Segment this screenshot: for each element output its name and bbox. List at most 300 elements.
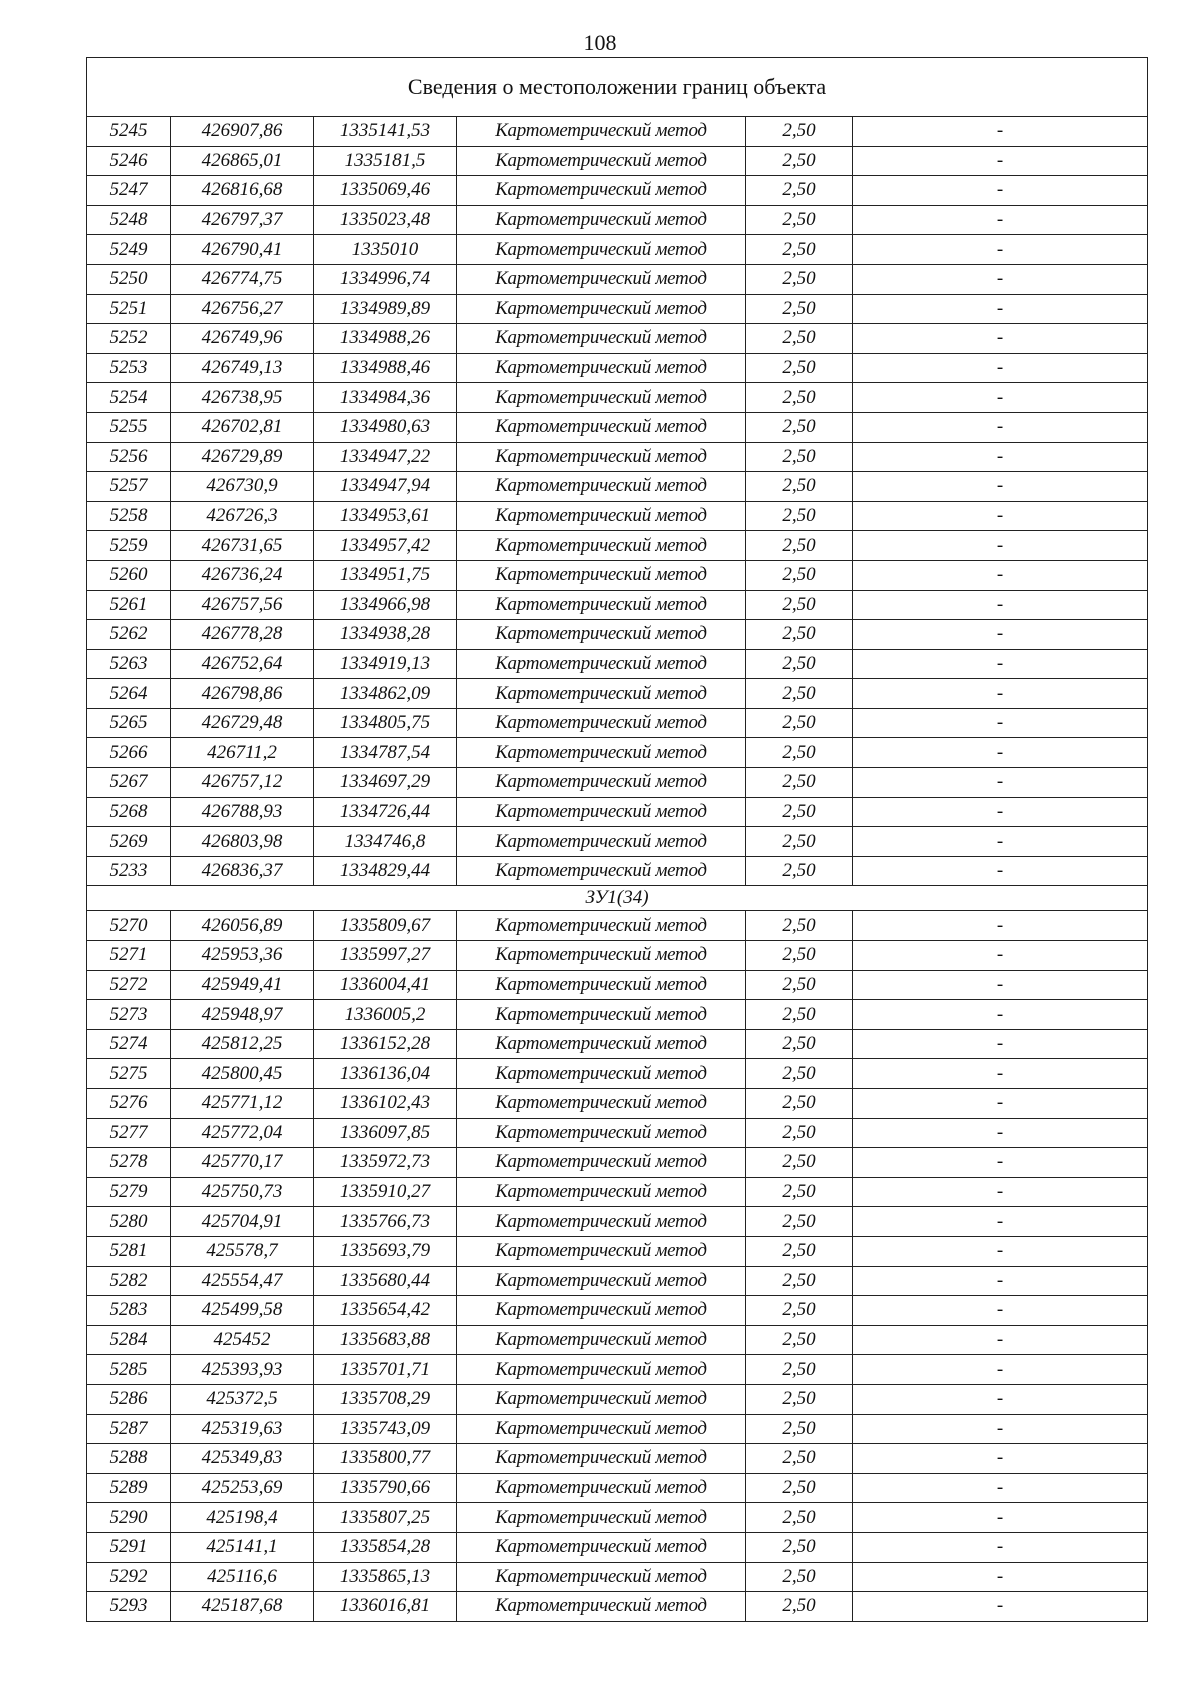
- accuracy-cell: 2,50: [746, 1503, 853, 1533]
- method-cell: Картометрический метод: [457, 1236, 746, 1266]
- table-row: [87, 501, 1148, 531]
- y-coordinate-cell: 1334697,29: [314, 768, 457, 798]
- table-row: [87, 176, 1148, 206]
- y-coordinate-cell: 1334746,8: [314, 827, 457, 857]
- description-cell: -: [853, 827, 1148, 857]
- x-coordinate-cell: 426907,86: [171, 117, 314, 147]
- y-coordinate-cell: 1335800,77: [314, 1444, 457, 1474]
- x-coordinate-cell: 426774,75: [171, 264, 314, 294]
- y-coordinate-cell: 1335790,66: [314, 1473, 457, 1503]
- point-number-cell: 5270: [87, 911, 171, 941]
- table-row: [87, 827, 1148, 857]
- accuracy-cell: 2,50: [746, 911, 853, 941]
- description-cell: -: [853, 117, 1148, 147]
- accuracy-cell: 2,50: [746, 1148, 853, 1178]
- accuracy-cell: 2,50: [746, 531, 853, 561]
- x-coordinate-cell: 426711,2: [171, 738, 314, 768]
- table-row: [87, 560, 1148, 590]
- x-coordinate-cell: 426757,56: [171, 590, 314, 620]
- description-cell: -: [853, 856, 1148, 886]
- y-coordinate-cell: 1335708,29: [314, 1384, 457, 1414]
- description-cell: -: [853, 1444, 1148, 1474]
- description-cell: -: [853, 911, 1148, 941]
- table-row: [87, 1355, 1148, 1385]
- description-cell: -: [853, 1414, 1148, 1444]
- accuracy-cell: 2,50: [746, 353, 853, 383]
- x-coordinate-cell: 425349,83: [171, 1444, 314, 1474]
- table-row: [87, 1207, 1148, 1237]
- accuracy-cell: 2,50: [746, 708, 853, 738]
- method-cell: Картометрический метод: [457, 353, 746, 383]
- x-coordinate-cell: 426056,89: [171, 911, 314, 941]
- x-coordinate-cell: 425772,04: [171, 1118, 314, 1148]
- method-cell: Картометрический метод: [457, 970, 746, 1000]
- accuracy-cell: 2,50: [746, 1059, 853, 1089]
- point-number-cell: 5256: [87, 442, 171, 472]
- method-cell: Картометрический метод: [457, 294, 746, 324]
- description-cell: -: [853, 1592, 1148, 1622]
- point-number-cell: 5285: [87, 1355, 171, 1385]
- y-coordinate-cell: 1334988,46: [314, 353, 457, 383]
- y-coordinate-cell: 1335865,13: [314, 1562, 457, 1592]
- point-number-cell: 5281: [87, 1236, 171, 1266]
- description-cell: -: [853, 412, 1148, 442]
- table-row: [87, 1444, 1148, 1474]
- method-cell: Картометрический метод: [457, 1148, 746, 1178]
- y-coordinate-cell: 1334829,44: [314, 856, 457, 886]
- method-cell: Картометрический метод: [457, 797, 746, 827]
- point-number-cell: 5271: [87, 941, 171, 971]
- point-number-cell: 5267: [87, 768, 171, 798]
- table-row: [87, 1592, 1148, 1622]
- accuracy-cell: 2,50: [746, 294, 853, 324]
- accuracy-cell: 2,50: [746, 1532, 853, 1562]
- x-coordinate-cell: 426749,13: [171, 353, 314, 383]
- accuracy-cell: 2,50: [746, 146, 853, 176]
- x-coordinate-cell: 425812,25: [171, 1029, 314, 1059]
- table-row: [87, 294, 1148, 324]
- table-row: [87, 1029, 1148, 1059]
- point-number-cell: 5273: [87, 1000, 171, 1030]
- x-coordinate-cell: 426749,96: [171, 324, 314, 354]
- method-cell: Картометрический метод: [457, 1118, 746, 1148]
- table-row: [87, 1473, 1148, 1503]
- table-row: [87, 472, 1148, 502]
- description-cell: -: [853, 1029, 1148, 1059]
- accuracy-cell: 2,50: [746, 442, 853, 472]
- table-row: [87, 679, 1148, 709]
- x-coordinate-cell: 425116,6: [171, 1562, 314, 1592]
- x-coordinate-cell: 425452: [171, 1325, 314, 1355]
- x-coordinate-cell: 425800,45: [171, 1059, 314, 1089]
- description-cell: -: [853, 1562, 1148, 1592]
- x-coordinate-cell: 426797,37: [171, 205, 314, 235]
- description-cell: -: [853, 1177, 1148, 1207]
- method-cell: Картометрический метод: [457, 1325, 746, 1355]
- point-number-cell: 5253: [87, 353, 171, 383]
- y-coordinate-cell: 1334862,09: [314, 679, 457, 709]
- accuracy-cell: 2,50: [746, 1029, 853, 1059]
- method-cell: Картометрический метод: [457, 1562, 746, 1592]
- table-row: [87, 1384, 1148, 1414]
- description-cell: -: [853, 1207, 1148, 1237]
- accuracy-cell: 2,50: [746, 560, 853, 590]
- accuracy-cell: 2,50: [746, 797, 853, 827]
- table-row: [87, 941, 1148, 971]
- method-cell: Картометрический метод: [457, 176, 746, 206]
- point-number-cell: 5272: [87, 970, 171, 1000]
- point-number-cell: 5278: [87, 1148, 171, 1178]
- table-row: [87, 708, 1148, 738]
- accuracy-cell: 2,50: [746, 649, 853, 679]
- x-coordinate-cell: 425372,5: [171, 1384, 314, 1414]
- accuracy-cell: 2,50: [746, 1177, 853, 1207]
- method-cell: Картометрический метод: [457, 205, 746, 235]
- y-coordinate-cell: 1334947,94: [314, 472, 457, 502]
- accuracy-cell: 2,50: [746, 1207, 853, 1237]
- x-coordinate-cell: 425771,12: [171, 1089, 314, 1119]
- x-coordinate-cell: 426816,68: [171, 176, 314, 206]
- accuracy-cell: 2,50: [746, 1118, 853, 1148]
- x-coordinate-cell: 426729,89: [171, 442, 314, 472]
- accuracy-cell: 2,50: [746, 1444, 853, 1474]
- table-row: [87, 1177, 1148, 1207]
- accuracy-cell: 2,50: [746, 501, 853, 531]
- y-coordinate-cell: 1335910,27: [314, 1177, 457, 1207]
- point-number-cell: 5263: [87, 649, 171, 679]
- description-cell: -: [853, 353, 1148, 383]
- method-cell: Картометрический метод: [457, 1532, 746, 1562]
- accuracy-cell: 2,50: [746, 1236, 853, 1266]
- method-cell: Картометрический метод: [457, 235, 746, 265]
- method-cell: Картометрический метод: [457, 1384, 746, 1414]
- description-cell: -: [853, 264, 1148, 294]
- page-number: 108: [583, 30, 617, 55]
- description-cell: -: [853, 1473, 1148, 1503]
- x-coordinate-cell: 425750,73: [171, 1177, 314, 1207]
- table-row: [87, 1296, 1148, 1326]
- y-coordinate-cell: 1335809,67: [314, 911, 457, 941]
- x-coordinate-cell: 425948,97: [171, 1000, 314, 1030]
- table-row: [87, 117, 1148, 147]
- method-cell: Картометрический метод: [457, 1355, 746, 1385]
- y-coordinate-cell: 1335654,42: [314, 1296, 457, 1326]
- table-row: [87, 264, 1148, 294]
- point-number-cell: 5288: [87, 1444, 171, 1474]
- table-row: [87, 442, 1148, 472]
- description-cell: -: [853, 941, 1148, 971]
- description-cell: -: [853, 294, 1148, 324]
- method-cell: Картометрический метод: [457, 1444, 746, 1474]
- x-coordinate-cell: 426757,12: [171, 768, 314, 798]
- accuracy-cell: 2,50: [746, 738, 853, 768]
- table-row: [87, 797, 1148, 827]
- point-number-cell: 5292: [87, 1562, 171, 1592]
- point-number-cell: 5265: [87, 708, 171, 738]
- table-row: [87, 856, 1148, 886]
- table-row: [87, 205, 1148, 235]
- x-coordinate-cell: 425949,41: [171, 970, 314, 1000]
- point-number-cell: 5257: [87, 472, 171, 502]
- accuracy-cell: 2,50: [746, 1089, 853, 1119]
- accuracy-cell: 2,50: [746, 205, 853, 235]
- description-cell: -: [853, 235, 1148, 265]
- accuracy-cell: 2,50: [746, 679, 853, 709]
- accuracy-cell: 2,50: [746, 590, 853, 620]
- accuracy-cell: 2,50: [746, 827, 853, 857]
- accuracy-cell: 2,50: [746, 941, 853, 971]
- y-coordinate-cell: 1335683,88: [314, 1325, 457, 1355]
- table-row: [87, 1236, 1148, 1266]
- description-cell: -: [853, 1355, 1148, 1385]
- method-cell: Картометрический метод: [457, 827, 746, 857]
- description-cell: -: [853, 1384, 1148, 1414]
- description-cell: -: [853, 205, 1148, 235]
- description-cell: -: [853, 1059, 1148, 1089]
- description-cell: -: [853, 970, 1148, 1000]
- y-coordinate-cell: 1334787,54: [314, 738, 457, 768]
- accuracy-cell: 2,50: [746, 856, 853, 886]
- method-cell: Картометрический метод: [457, 442, 746, 472]
- description-cell: -: [853, 679, 1148, 709]
- y-coordinate-cell: 1334805,75: [314, 708, 457, 738]
- y-coordinate-cell: 1334951,75: [314, 560, 457, 590]
- method-cell: Картометрический метод: [457, 679, 746, 709]
- description-cell: -: [853, 1532, 1148, 1562]
- description-cell: -: [853, 1296, 1148, 1326]
- y-coordinate-cell: 1335766,73: [314, 1207, 457, 1237]
- point-number-cell: 5246: [87, 146, 171, 176]
- x-coordinate-cell: 426729,48: [171, 708, 314, 738]
- x-coordinate-cell: 426836,37: [171, 856, 314, 886]
- table-row: [87, 1414, 1148, 1444]
- point-number-cell: 5258: [87, 501, 171, 531]
- table-row: [87, 911, 1148, 941]
- description-cell: -: [853, 1148, 1148, 1178]
- point-number-cell: 5280: [87, 1207, 171, 1237]
- y-coordinate-cell: 1335023,48: [314, 205, 457, 235]
- description-cell: -: [853, 1118, 1148, 1148]
- method-cell: Картометрический метод: [457, 1266, 746, 1296]
- method-cell: Картометрический метод: [457, 560, 746, 590]
- description-cell: -: [853, 1000, 1148, 1030]
- y-coordinate-cell: 1335743,09: [314, 1414, 457, 1444]
- method-cell: Картометрический метод: [457, 412, 746, 442]
- method-cell: Картометрический метод: [457, 1503, 746, 1533]
- method-cell: Картометрический метод: [457, 856, 746, 886]
- accuracy-cell: 2,50: [746, 1592, 853, 1622]
- accuracy-cell: 2,50: [746, 1296, 853, 1326]
- table-row: [87, 324, 1148, 354]
- method-cell: Картометрический метод: [457, 590, 746, 620]
- table-row: [87, 1059, 1148, 1089]
- method-cell: Картометрический метод: [457, 1089, 746, 1119]
- point-number-cell: 5245: [87, 117, 171, 147]
- x-coordinate-cell: 426788,93: [171, 797, 314, 827]
- method-cell: Картометрический метод: [457, 941, 746, 971]
- point-number-cell: 5277: [87, 1118, 171, 1148]
- y-coordinate-cell: 1334947,22: [314, 442, 457, 472]
- y-coordinate-cell: 1335069,46: [314, 176, 457, 206]
- y-coordinate-cell: 1334938,28: [314, 620, 457, 650]
- point-number-cell: 5284: [87, 1325, 171, 1355]
- x-coordinate-cell: 426798,86: [171, 679, 314, 709]
- y-coordinate-cell: 1334984,36: [314, 383, 457, 413]
- description-cell: -: [853, 383, 1148, 413]
- boundary-coordinates-table: [86, 57, 1148, 1622]
- y-coordinate-cell: 1336136,04: [314, 1059, 457, 1089]
- accuracy-cell: 2,50: [746, 1000, 853, 1030]
- x-coordinate-cell: 425704,91: [171, 1207, 314, 1237]
- point-number-cell: 5262: [87, 620, 171, 650]
- x-coordinate-cell: 426736,24: [171, 560, 314, 590]
- x-coordinate-cell: 425198,4: [171, 1503, 314, 1533]
- x-coordinate-cell: 425499,58: [171, 1296, 314, 1326]
- point-number-cell: 5275: [87, 1059, 171, 1089]
- x-coordinate-cell: 425253,69: [171, 1473, 314, 1503]
- table-row: [87, 590, 1148, 620]
- accuracy-cell: 2,50: [746, 970, 853, 1000]
- method-cell: Картометрический метод: [457, 501, 746, 531]
- point-number-cell: 5266: [87, 738, 171, 768]
- accuracy-cell: 2,50: [746, 472, 853, 502]
- table-row: [87, 1118, 1148, 1148]
- method-cell: Картометрический метод: [457, 264, 746, 294]
- y-coordinate-cell: 1334996,74: [314, 264, 457, 294]
- point-number-cell: 5252: [87, 324, 171, 354]
- table-row: [87, 383, 1148, 413]
- point-number-cell: 5287: [87, 1414, 171, 1444]
- description-cell: -: [853, 1236, 1148, 1266]
- table-row: [87, 738, 1148, 768]
- table-row: [87, 1325, 1148, 1355]
- method-cell: Картометрический метод: [457, 117, 746, 147]
- point-number-cell: 5264: [87, 679, 171, 709]
- y-coordinate-cell: 1335181,5: [314, 146, 457, 176]
- description-cell: -: [853, 560, 1148, 590]
- x-coordinate-cell: 425141,1: [171, 1532, 314, 1562]
- y-coordinate-cell: 1335141,53: [314, 117, 457, 147]
- description-cell: -: [853, 472, 1148, 502]
- x-coordinate-cell: 426803,98: [171, 827, 314, 857]
- method-cell: Картометрический метод: [457, 738, 746, 768]
- accuracy-cell: 2,50: [746, 264, 853, 294]
- point-number-cell: 5248: [87, 205, 171, 235]
- y-coordinate-cell: 1334989,89: [314, 294, 457, 324]
- method-cell: Картометрический метод: [457, 1000, 746, 1030]
- point-number-cell: 5251: [87, 294, 171, 324]
- point-number-cell: 5260: [87, 560, 171, 590]
- x-coordinate-cell: 425393,93: [171, 1355, 314, 1385]
- description-cell: -: [853, 442, 1148, 472]
- y-coordinate-cell: 1334726,44: [314, 797, 457, 827]
- table-title: Сведения о местоположении границ объекта: [87, 58, 1148, 117]
- y-coordinate-cell: 1334980,63: [314, 412, 457, 442]
- method-cell: Картометрический метод: [457, 146, 746, 176]
- accuracy-cell: 2,50: [746, 1562, 853, 1592]
- y-coordinate-cell: 1336016,81: [314, 1592, 457, 1622]
- table-row: [87, 235, 1148, 265]
- description-cell: -: [853, 501, 1148, 531]
- x-coordinate-cell: 425953,36: [171, 941, 314, 971]
- y-coordinate-cell: 1335693,79: [314, 1236, 457, 1266]
- method-cell: Картометрический метод: [457, 1029, 746, 1059]
- x-coordinate-cell: 425187,68: [171, 1592, 314, 1622]
- description-cell: -: [853, 1325, 1148, 1355]
- x-coordinate-cell: 425319,63: [171, 1414, 314, 1444]
- x-coordinate-cell: 426778,28: [171, 620, 314, 650]
- method-cell: Картометрический метод: [457, 620, 746, 650]
- accuracy-cell: 2,50: [746, 1325, 853, 1355]
- x-coordinate-cell: 426756,27: [171, 294, 314, 324]
- method-cell: Картометрический метод: [457, 1059, 746, 1089]
- y-coordinate-cell: 1335010: [314, 235, 457, 265]
- description-cell: -: [853, 620, 1148, 650]
- point-number-cell: 5282: [87, 1266, 171, 1296]
- y-coordinate-cell: 1336005,2: [314, 1000, 457, 1030]
- description-cell: -: [853, 708, 1148, 738]
- table-row: [87, 649, 1148, 679]
- table-body: [87, 117, 1148, 1622]
- point-number-cell: 5255: [87, 412, 171, 442]
- description-cell: -: [853, 146, 1148, 176]
- method-cell: Картометрический метод: [457, 324, 746, 354]
- x-coordinate-cell: 426790,41: [171, 235, 314, 265]
- description-cell: -: [853, 176, 1148, 206]
- point-number-cell: 5279: [87, 1177, 171, 1207]
- y-coordinate-cell: 1334919,13: [314, 649, 457, 679]
- x-coordinate-cell: 426702,81: [171, 412, 314, 442]
- method-cell: Картометрический метод: [457, 1414, 746, 1444]
- y-coordinate-cell: 1335972,73: [314, 1148, 457, 1178]
- method-cell: Картометрический метод: [457, 708, 746, 738]
- accuracy-cell: 2,50: [746, 1414, 853, 1444]
- x-coordinate-cell: 425554,47: [171, 1266, 314, 1296]
- method-cell: Картометрический метод: [457, 649, 746, 679]
- accuracy-cell: 2,50: [746, 1384, 853, 1414]
- description-cell: -: [853, 590, 1148, 620]
- table-row: [87, 1532, 1148, 1562]
- method-cell: Картометрический метод: [457, 768, 746, 798]
- description-cell: -: [853, 1266, 1148, 1296]
- accuracy-cell: 2,50: [746, 324, 853, 354]
- method-cell: Картометрический метод: [457, 1592, 746, 1622]
- table-row: [87, 1148, 1148, 1178]
- table-row: [87, 768, 1148, 798]
- table-row: [87, 412, 1148, 442]
- y-coordinate-cell: 1335854,28: [314, 1532, 457, 1562]
- y-coordinate-cell: 1334953,61: [314, 501, 457, 531]
- point-number-cell: 5261: [87, 590, 171, 620]
- method-cell: Картометрический метод: [457, 1473, 746, 1503]
- point-number-cell: 5269: [87, 827, 171, 857]
- point-number-cell: 5249: [87, 235, 171, 265]
- y-coordinate-cell: 1335997,27: [314, 941, 457, 971]
- accuracy-cell: 2,50: [746, 235, 853, 265]
- x-coordinate-cell: 425578,7: [171, 1236, 314, 1266]
- table-row: [87, 1000, 1148, 1030]
- point-number-cell: 5250: [87, 264, 171, 294]
- point-number-cell: 5276: [87, 1089, 171, 1119]
- accuracy-cell: 2,50: [746, 117, 853, 147]
- description-cell: -: [853, 738, 1148, 768]
- point-number-cell: 5286: [87, 1384, 171, 1414]
- y-coordinate-cell: 1336097,85: [314, 1118, 457, 1148]
- y-coordinate-cell: 1335807,25: [314, 1503, 457, 1533]
- accuracy-cell: 2,50: [746, 176, 853, 206]
- y-coordinate-cell: 1334957,42: [314, 531, 457, 561]
- point-number-cell: 5268: [87, 797, 171, 827]
